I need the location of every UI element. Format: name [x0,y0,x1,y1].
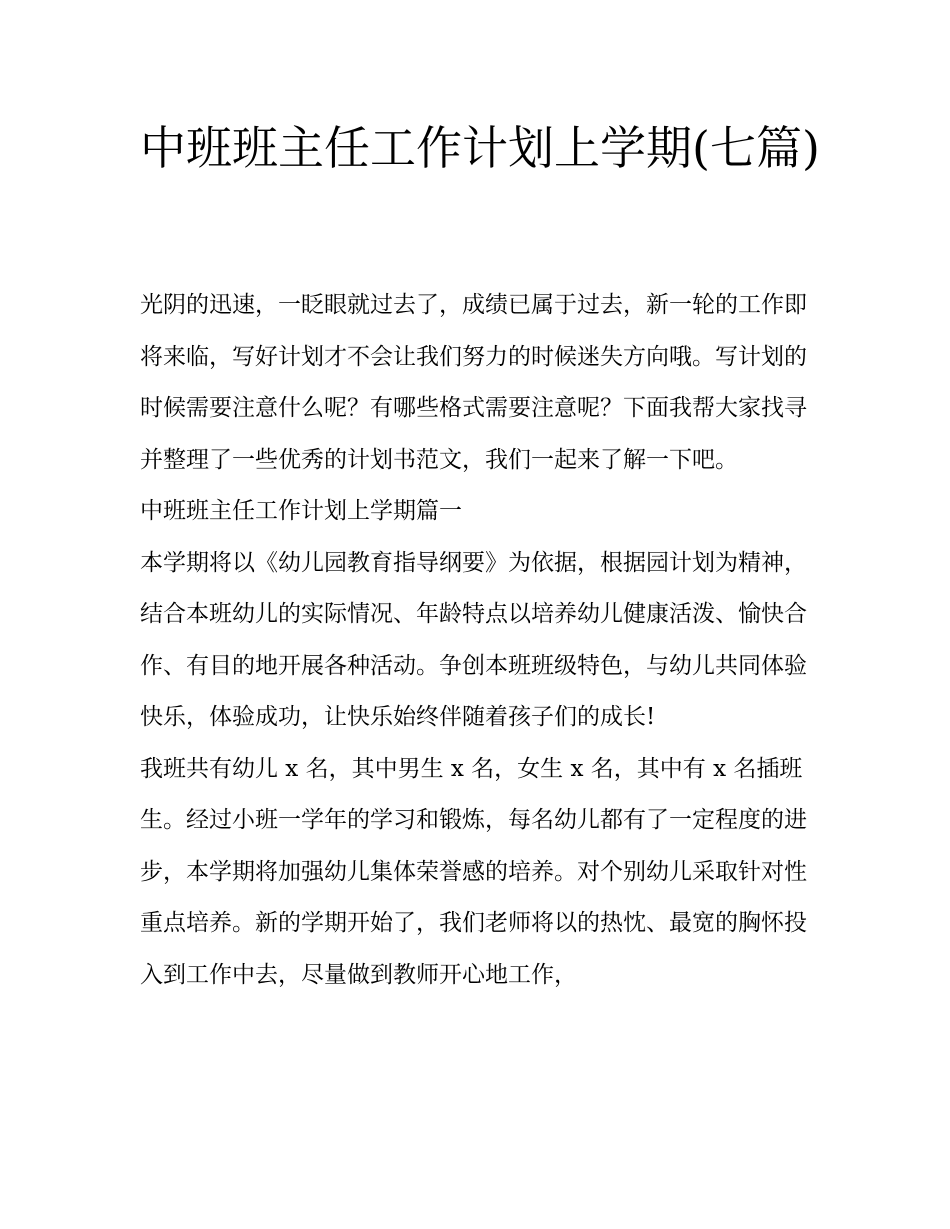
document-title: 中班班主任工作计划上学期(七篇) [140,121,820,175]
section-heading: 中班班主任工作计划上学期篇一 [140,498,462,524]
body-paragraph: 我班共有幼儿 x 名，其中男生 x 名，女生 x 名，其中有 x 名插班生。经过小班一学年的学习和锻炼，每名幼儿都有了一定程度的进步，本学期将加强幼儿集体荣誉感的培养。对个别幼儿采取针对性重点培养。新的学期开始了，我们老师将以的热忱、最宽的胸怀投入到工作中去，尽量做到教师开心地工作， [140,755,807,988]
intro-paragraph: 光阴的迅速，一眨眼就过去了，成绩已属于过去，新一轮的工作即将来临，写好计划才不会让我们努力的时候迷失方向哦。写计划的时候需要注意什么呢？有哪些格式需要注意呢？下面我帮大家找寻并整理了一些优秀的计划书范文，我们一起来了解一下吧。 [140,292,807,473]
body-paragraph: 本学期将以《幼儿园教育指导纲要》为依据，根据园计划为精神，结合本班幼儿的实际情况、年龄特点以培养幼儿健康活泼、愉快合作、有目的地开展各种活动。争创本班班级特色，与幼儿共同体验快乐，体验成功，让快乐始终伴随着孩子们的成长! [140,549,807,730]
document-body [140,280,820,1001]
